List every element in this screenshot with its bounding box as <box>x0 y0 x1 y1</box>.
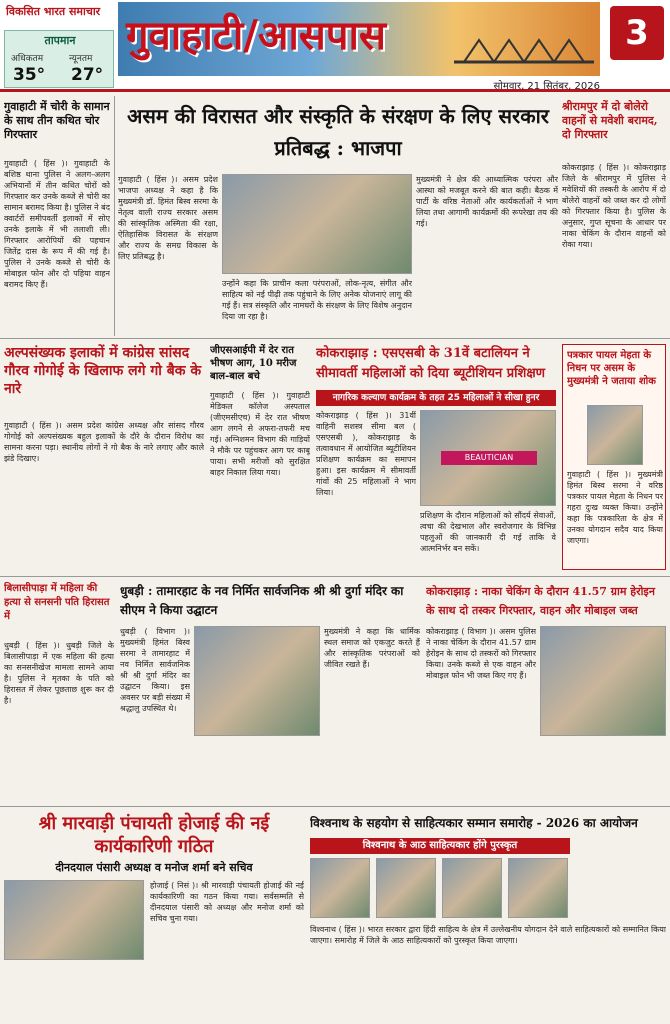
vishwanath-headline: विश्वनाथ के सहयोग से साहित्यकार सम्मान समारोह - 2026 का आयोजन <box>310 816 638 830</box>
marwari-headline: श्री मारवाड़ी पंचायती होजाई की नई कार्यकारिणी गठित <box>38 813 270 857</box>
durga-body-2: मुख्यमंत्री ने कहा कि धार्मिक स्थल समाज को एकजुट करते हैं और सांस्कृतिक परंपराओं को जीवित रखते हैं। <box>324 627 420 669</box>
main-photo <box>222 174 412 274</box>
brand-line: विकसित भारत समाचार <box>6 5 101 18</box>
main-headline: असम की विरासत और संस्कृति के संरक्षण के लिए सरकार प्रतिबद्ध : भाजपा <box>127 104 549 160</box>
bridge-icon <box>454 32 594 72</box>
ssb-banner: BEAUTICIAN <box>441 451 537 465</box>
gogoi-body: गुवाहाटी ( हिंस )। असम प्रदेश कांग्रेस अध्यक्ष और सांसद गौरव गोगोई को अल्पसंख्यक बहुल इलाकों के दौरे के दौरान विरोध का सामना करना पड़ा। स्थानीय लोगों ने गो बैक के नारे लगाए और काले झंडे दिखाए। <box>4 421 204 463</box>
marwari-subhead: दीनदयाल पंसारी अध्यक्ष व मनोज शर्मा बने सचिव <box>55 861 253 874</box>
weather-label: तापमान <box>44 34 76 47</box>
bolero-headline: श्रीरामपुर में दो बोलेरो वाहनों से मवेशी बरामद, दो गिरफ्तार <box>562 100 658 141</box>
vishwanath-body: विश्वनाथ ( हिंस )। भारत सरकार द्वारा हिंदी साहित्य के क्षेत्र में उल्लेखनीय योगदान देने वाले साहित्यकारों को सम्मानित किया जाएगा। समारोह में जिले के आठ साहित्यकारों को पुरस्कृत किया जाएगा। <box>310 925 666 945</box>
section-logo <box>118 2 600 76</box>
ssb-headline: कोकराझाड़ : एसएसबी के 31वें बटालियन ने सीमावर्ती महिलाओं को दिया ब्यूटीशियन प्रशिक्षण <box>316 346 546 381</box>
author-photo-1 <box>310 858 370 918</box>
min-value: 27° <box>71 65 104 85</box>
ssb-subhead: नागरिक कल्याण कार्यक्रम के तहत 25 महिलाओं ने सीखा हुनर <box>316 390 556 406</box>
marwari-body: होजाई ( निसं )। श्री मारवाड़ी पंचायती होजाई की नई कार्यकारिणी का गठन किया गया। सर्वसम्मति से दीनदयाल पंसारी को अध्यक्ष और मनोज शर्मा को सचिव चुना गया। <box>150 881 304 923</box>
theft-headline: गुवाहाटी में चोरी के सामान के साथ तीन कथित चोर गिरफ्तार <box>4 100 110 141</box>
weather-box <box>4 30 114 88</box>
min-label: न्यूनतम <box>69 54 93 64</box>
fire-body: गुवाहाटी ( हिंस )। गुवाहाटी मेडिकल कॉलेज अस्पताल (जीएमसीएच) में देर रात भीषण आग लगने से अफरा-तफरी मच गई। अग्निशमन विभाग की गाड़ियों ने मौके पर पहुंचकर आग पर काबू पाया। सभी मरीजों को सुरक्षित बाहर निकाल लिया गया। <box>210 391 310 477</box>
main-body-3: मुख्यमंत्री ने क्षेत्र की आध्यात्मिक परंपरा और आस्था को मजबूत करने की बात कही। बैठक में पार्टी के वरिष्ठ नेताओं और कार्यकर्ताओं ने भाग लिया तथा आगामी कार्यक्रमों की रूपरेखा तय की गई। <box>416 175 558 228</box>
durga-body: धुबड़ी ( विभाग )। मुख्यमंत्री हिमंत बिस्व सरमा ने तामारहाट में नव निर्मित सार्वजनिक श्री श्री दुर्गा मंदिर का उद्घाटन किया। इस अवसर पर बड़ी संख्या में श्रद्धालु उपस्थित थे। <box>120 627 190 713</box>
theft-body: गुवाहाटी ( हिंस )। गुवाहाटी के बशिष्ठ थाना पुलिस ने अलग-अलग अभियानों में तीन कथित चोरों को गिरफ्तार कर उनके कब्जे से चोरी का सामान बरामद किया है। पुलिस ने बंद क्वार्टरों समीपवर्ती इलाकों में सोए उनके इलाके में भी तलाशी ली। गिरफ्तार आरोपियों की पहचान जितेंद्र दास के रूप में की गई है। पुलिस ने उनके कब्जे से चोरी के मोबाइल फोन और दो पहिया वाहन बरामद किए हैं। <box>4 159 110 289</box>
section-title: गुवाहाटी/आसपास <box>126 12 386 59</box>
condolence-box <box>562 344 666 570</box>
naka-body: कोकराझाड़ ( विभाग )। असम पुलिस ने नाका चेकिंग के दौरान 41.57 ग्राम हेरोइन के साथ दो तस्करों को गिरफ्तार किया। उनके कब्जे से एक वाहन और मोबाइल फोन भी जब्त किए गए हैं। <box>426 627 536 680</box>
main-body-2: उन्होंने कहा कि प्राचीन कला परंपराओं, लोक-नृत्य, संगीत और साहित्य को नई पीढ़ी तक पहुंचाने के लिए अनेक योजनाएं लागू की गई हैं। सत्र संस्कृति और नामघरों के संरक्षण के लिए विशेष अनुदान दिया जा रहा है। <box>222 279 412 321</box>
max-value: 35° <box>13 65 46 85</box>
ssb-photo <box>420 410 556 506</box>
bolero-body: कोकराझाड़ ( हिंस )। कोकराझाड़ जिले के श्रीरामपुर में पुलिस ने मवेशियों की तस्करी के आरोप में दो बोलेरो वाहनों को जब्त कर दो लोगों को गिरफ्तार किया है। पुलिस के अनुसार, गुप्त सूचना के आधार पर नाका चेकिंग के दौरान वाहनों को रोका गया। <box>562 163 666 249</box>
dateline: सोमवार, 21 सितंबर, 2026 <box>493 81 600 92</box>
gogoi-headline: अल्पसंख्यक इलाकों में कांग्रेस सांसद गौरव गोगोई के खिलाफ लगे गो बैक के नारे <box>4 345 202 397</box>
main-body-1: गुवाहाटी ( हिंस )। असम प्रदेश भाजपा अध्यक्ष ने कहा है कि मुख्यमंत्री डॉ. हिमंत बिस्व सरमा के नेतृत्व वाली राज्य सरकार असम की सांस्कृतिक अस्मिता की रक्षा, ऐतिहासिक विरासत के संरक्षण और राज्य के समग्र विकास के लिए प्रतिबद्ध है। <box>118 175 218 261</box>
murder-body: धुबड़ी ( हिंस )। धुबड़ी जिले के बिलासीपाड़ा में एक महिला की हत्या का सनसनीखेज मामला सामने आया है। पुलिस ने मृतका के पति को हिरासत में लेकर पूछताछ शुरू कर दी है। <box>4 641 114 705</box>
murder-headline: बिलासीपाड़ा में महिला की हत्या से सनसनी पति हिरासत में <box>4 583 110 622</box>
condolence-body: गुवाहाटी ( हिंस )। मुख्यमंत्री हिमंत बिस्व सरमा ने वरिष्ठ पत्रकार पायल मेहता के निधन पर गहरा दुःख व्यक्त किया। उन्होंने कहा कि पत्रकारिता के क्षेत्र में उनका योगदान सदैव याद किया जाएगा। <box>567 470 663 545</box>
ssb-body-2: प्रशिक्षण के दौरान महिलाओं को सौंदर्य सेवाओं, त्वचा की देखभाल और स्वरोजगार के विभिन्न पहलुओं की जानकारी दी गई ताकि वे आत्मनिर्भर बन सकें। <box>420 511 556 553</box>
page-number: 3 <box>610 6 664 60</box>
max-label: अधिकतम <box>11 54 44 64</box>
durga-photo <box>194 626 320 736</box>
fire-headline: जीएसआईपी में देर रात भीषण आग, 10 मरीज बाल-बाल बचे <box>210 345 297 382</box>
naka-photo <box>540 626 666 736</box>
naka-headline: कोकराझाड़ : नाका चेकिंग के दौरान 41.57 ग्राम हेरोइन के साथ दो तस्कर गिरफ्तार, वाहन और मोबाइल जब्त <box>426 585 655 617</box>
row-divider-2 <box>0 576 670 577</box>
row-divider-1 <box>0 338 670 339</box>
divider-left <box>114 96 115 336</box>
marwari-photo <box>4 880 144 960</box>
author-photo-2 <box>376 858 436 918</box>
condolence-headline: पत्रकार पायल मेहता के निधन पर असम के मुख्यमंत्री ने जताया शोक <box>567 350 656 387</box>
row-divider-3 <box>0 806 670 807</box>
durga-headline: धुबड़ी : तामारहाट के नव निर्मित सार्वजनिक श्री श्री दुर्गा मंदिर का सीएम ने किया उद्घाटन <box>120 584 404 617</box>
masthead <box>0 0 670 92</box>
author-photo-3 <box>442 858 502 918</box>
condolence-photo <box>587 405 643 465</box>
ssb-body-1: कोकराझाड़ ( हिंस )। 31वीं वाहिनी सशस्त्र सीमा बल ( एसएसबी ), कोकराझाड़ के तत्वावधान में आयोजित ब्यूटीशियन प्रशिक्षण कार्यक्रम का समापन हुआ। इस कार्यक्रम में सीमावर्ती गांवों की 25 महिलाओं ने भाग लिया। <box>316 411 416 497</box>
vishwanath-box-title: विश्वनाथ के आठ साहित्यकार होंगे पुरस्कृत <box>310 838 570 854</box>
author-photo-4 <box>508 858 568 918</box>
